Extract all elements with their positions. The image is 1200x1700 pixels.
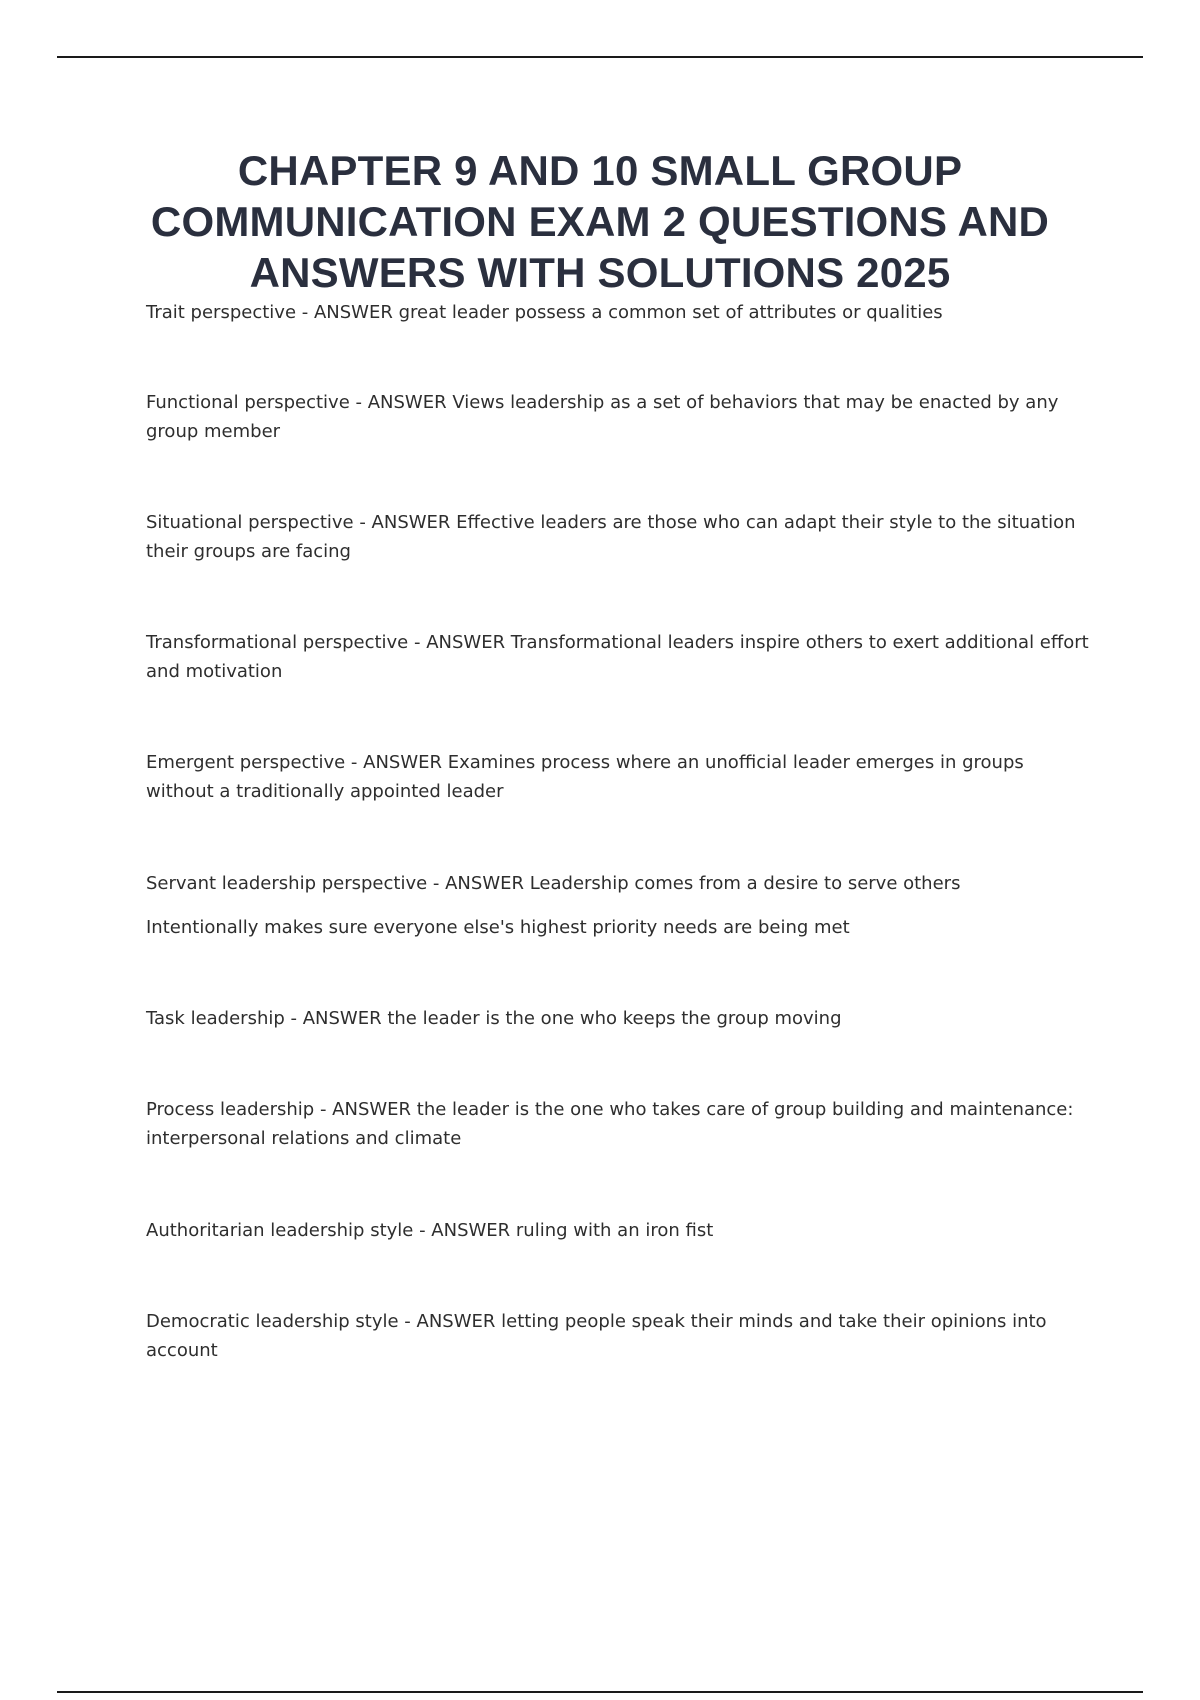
qa-entry-process-leadership: Process leadership - ANSWER the leader is the one who takes care of group building and maintenance: interpersonal relations and climate xyxy=(146,1099,1074,1149)
bottom-rule xyxy=(57,1691,1143,1693)
qa-entry-emergent-perspective xyxy=(146,748,1096,806)
qa-entry-trait-perspective: Trait perspective - ANSWER great leader possess a common set of attributes or qualities xyxy=(146,302,943,323)
qa-entry-situational-perspective: Situational perspective - ANSWER Effective leaders are those who can adapt their style to the situation their groups are facing xyxy=(146,512,1076,562)
qa-entry-extra-line: Intentionally makes sure everyone else's highest priority needs are being met xyxy=(146,917,850,938)
qa-entry-transformational-perspective: Transformational perspective - ANSWER Transformational leaders inspire others to exert additional effort and motivation xyxy=(146,632,1089,682)
qa-entry-task-leadership: Task leadership - ANSWER the leader is the one who keeps the group moving xyxy=(146,1008,842,1029)
title-line-3: ANSWERS WITH SOLUTIONS 2025 xyxy=(249,249,951,296)
qa-entry-democratic-style: Democratic leadership style - ANSWER letting people speak their minds and take their opinions into account xyxy=(146,1311,1047,1361)
title-line-2: COMMUNICATION EXAM 2 QUESTIONS AND xyxy=(150,198,1050,245)
qa-entry-text: Servant leadership perspective - ANSWER Leadership comes from a desire to serve others xyxy=(146,873,961,894)
title-line-1: CHAPTER 9 AND 10 SMALL GROUP xyxy=(237,147,963,194)
qa-entry-text: Emergent perspective - ANSWER Examines process where an unofficial leader emerges in groups without a traditionally appointed leader xyxy=(146,752,1024,802)
qa-entry-functional-perspective: Functional perspective - ANSWER Views leadership as a set of behaviors that may be enacted by any group member xyxy=(146,392,1059,442)
qa-entry-servant-leadership xyxy=(146,869,1096,942)
qa-entry-authoritarian-style: Authoritarian leadership style - ANSWER ruling with an iron fist xyxy=(146,1220,714,1241)
